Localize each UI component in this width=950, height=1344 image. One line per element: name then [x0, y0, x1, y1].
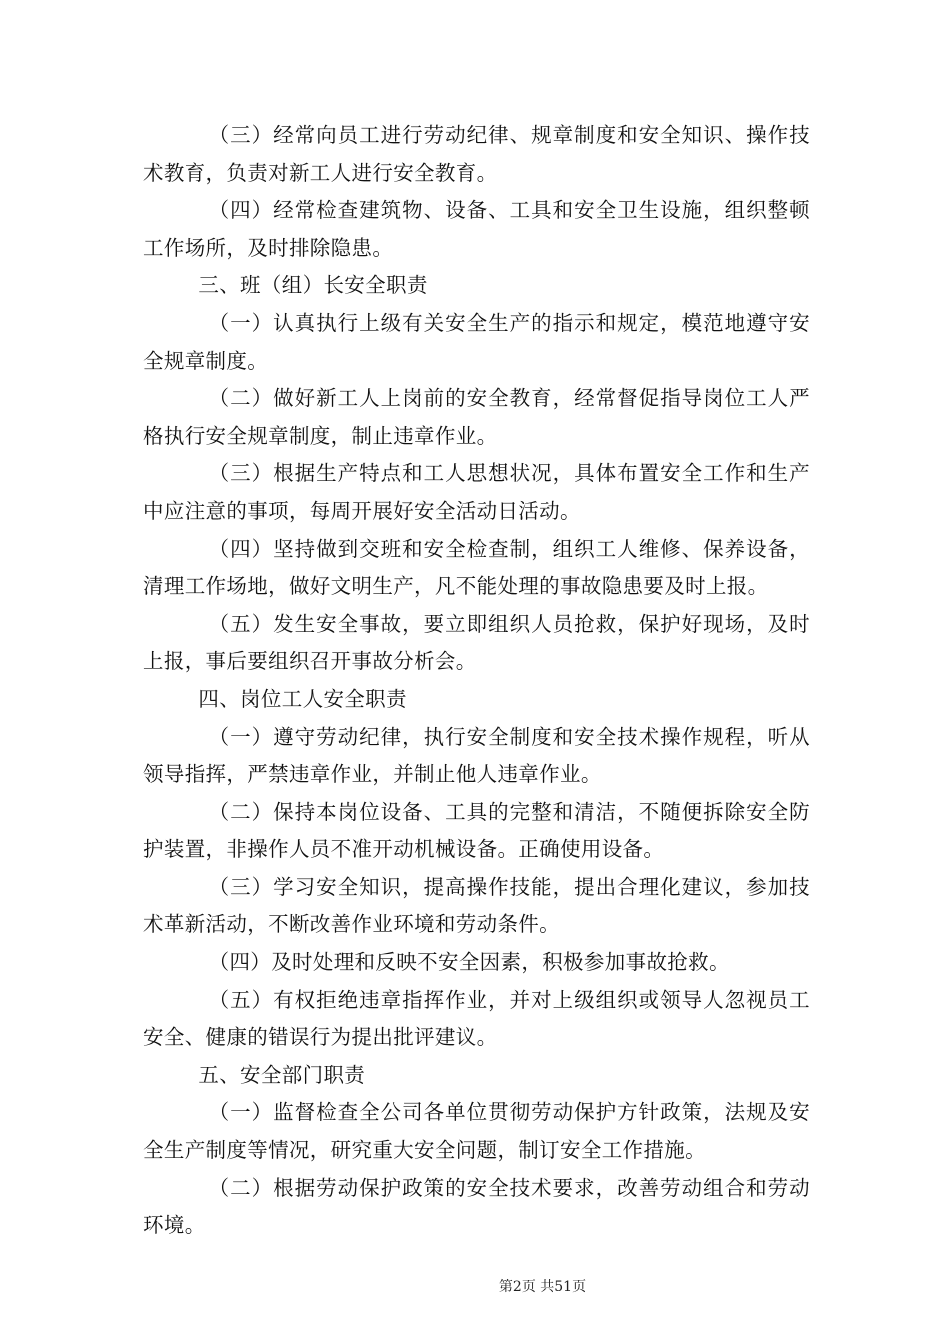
paragraph: （二）根据劳动保护政策的安全技术要求，改善劳动组合和劳动环境。 [143, 1175, 810, 1238]
section-heading: 三、班（组）长安全职责 [198, 273, 428, 298]
paragraph: （三）学习安全知识，提高操作技能，提出合理化建议，参加技术革新活动，不断改善作业环境和劳动条件。 [143, 874, 810, 937]
section-heading: 四、岗位工人安全职责 [198, 686, 407, 711]
page-number-suffix: 页 [572, 1279, 587, 1295]
paragraph: （四）坚持做到交班和安全检查制，组织工人维修、保养设备，清理工作场地，做好文明生产，凡不能处理的事故隐患要及时上报。 [143, 536, 810, 599]
paragraph: （二）保持本岗位设备、工具的完整和清洁，不随便拆除安全防护装置，非操作人员不准开动机械设备。正确使用设备。 [143, 799, 810, 862]
document-body [143, 117, 810, 1245]
page-number-middle: 页 共 [521, 1279, 555, 1295]
paragraph: （一）监督检查全公司各单位贯彻劳动保护方针政策，法规及安全生产制度等情况，研究重大安全问题，制订安全工作措施。 [143, 1100, 810, 1163]
paragraph: （五）有权拒绝违章指挥作业，并对上级组织或领导人忽视员工安全、健康的错误行为提出批评建议。 [143, 987, 810, 1050]
section-heading: 五、安全部门职责 [198, 1062, 366, 1087]
paragraph: （一）遵守劳动纪律，执行安全制度和安全技术操作规程，听从领导指挥，严禁违章作业，并制止他人违章作业。 [143, 724, 810, 787]
paragraph: （五）发生安全事故，要立即组织人员抢救，保护好现场，及时上报，事后要组织召开事故分析会。 [143, 611, 810, 674]
paragraph: （二）做好新工人上岗前的安全教育，经常督促指导岗位工人严格执行安全规章制度，制止违章作业。 [143, 386, 810, 448]
paragraph: （一）认真执行上级有关安全生产的指示和规定，模范地遵守安全规章制度。 [143, 310, 810, 373]
paragraph: （三）经常向员工进行劳动纪律、规章制度和安全知识、操作技术教育，负责对新工人进行安全教育。 [143, 123, 810, 185]
paragraph: （三）根据生产特点和工人思想状况，具体布置安全工作和生产中应注意的事项，每周开展好安全活动日活动。 [143, 461, 810, 523]
paragraph: （四）经常检查建筑物、设备、工具和安全卫生设施，组织整顿工作场所，及时排除隐患。 [143, 198, 810, 260]
total-pages-number: 51 [554, 1279, 573, 1295]
current-page-number: 2 [512, 1279, 522, 1295]
page-footer [0, 1276, 950, 1296]
page-number-prefix: 第 [498, 1279, 513, 1295]
paragraph: （四）及时处理和反映不安全因素，积极参加事故抢救。 [208, 950, 730, 975]
